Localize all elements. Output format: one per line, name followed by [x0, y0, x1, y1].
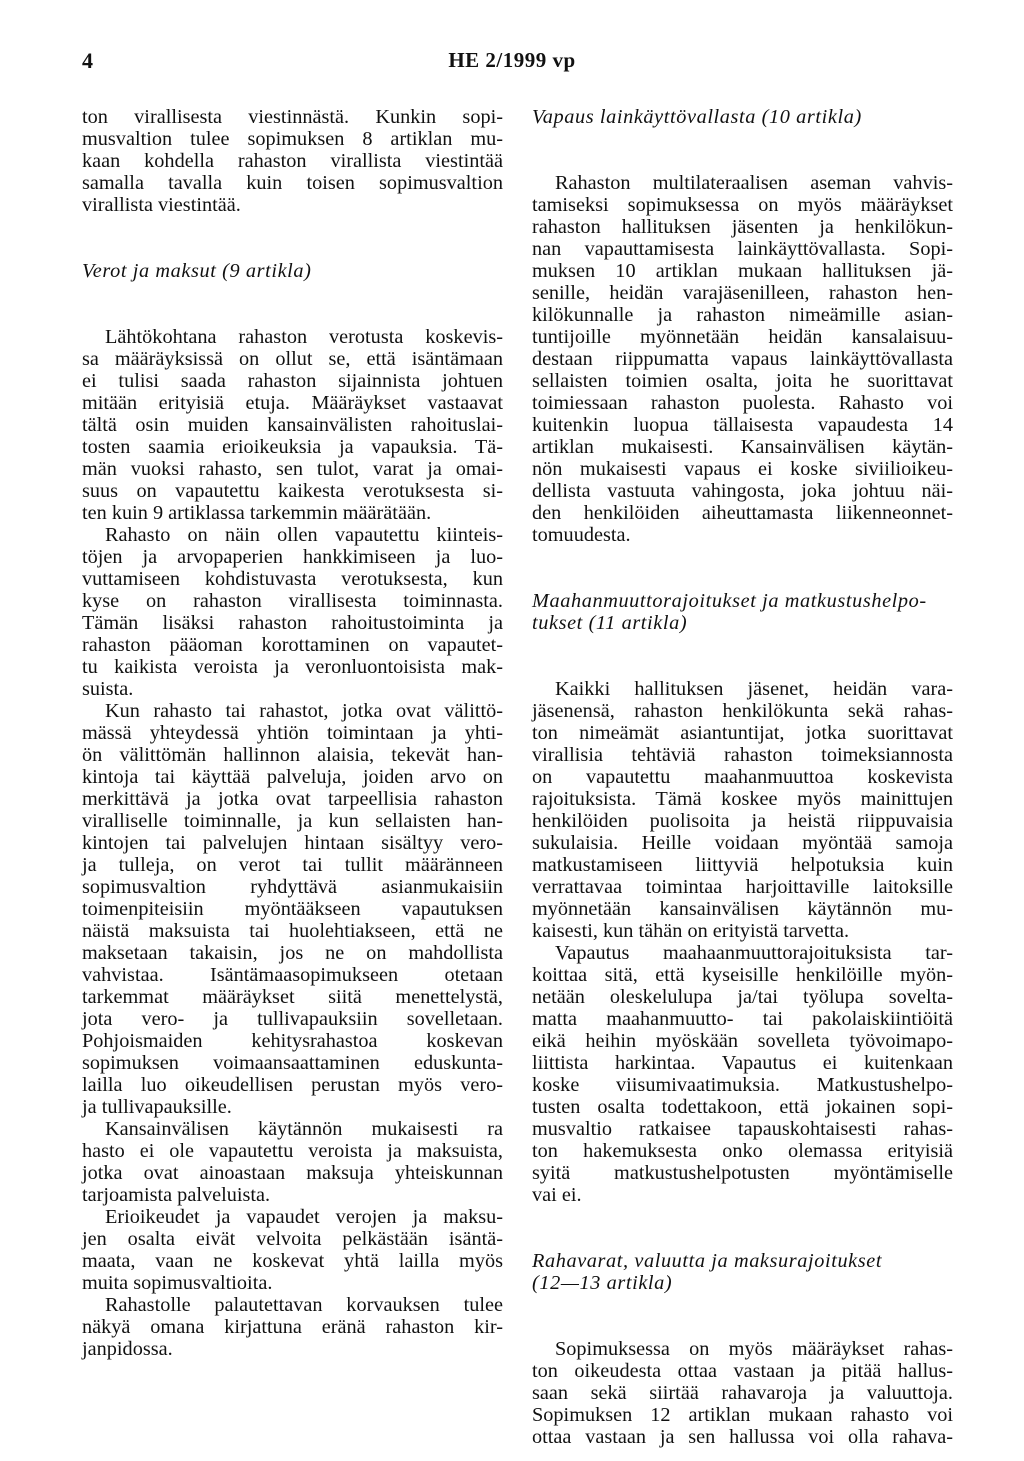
- text-line: tamiseksi sopimuksessa on myös määräykset: [532, 194, 953, 216]
- text-line: samalla tavalla kuin toisen sopimusvaltion: [82, 172, 503, 194]
- text-line: henkilöiden puolisoita ja heistä riippuvaisia: [532, 810, 953, 832]
- text-line: kintojen tai palvelujen hintaan sisältyy vero-: [82, 832, 503, 854]
- text-line: Sopimuksessa on myös määräykset rahas-: [555, 1338, 953, 1360]
- text-line: nan vapauttamisesta lainkäyttövallasta. Sopi-: [532, 238, 953, 260]
- text-line: ja tullivapauksille.: [82, 1096, 232, 1118]
- text-line: lailla luo oikeudellisen perustan myös vero-: [82, 1074, 503, 1096]
- text-line: Rahastolle palautettavan korvauksen tulee: [105, 1294, 503, 1316]
- text-line: verrattavaa toimintaa harjoittaville laitoksille: [532, 876, 953, 898]
- spacer: [532, 128, 953, 172]
- paragraph: [532, 1338, 953, 1448]
- text-line: vahvistaa. Isäntämaasopimukseen otetaan: [82, 964, 503, 986]
- paragraph: [82, 1206, 503, 1294]
- spacer: [82, 216, 503, 260]
- left-column: [82, 106, 503, 1360]
- text-line: Vapaus lainkäyttövallasta (10 artikla): [532, 106, 862, 128]
- text-line: jota vero- ja tullivapauksiin sovelletaan.: [82, 1008, 503, 1030]
- text-line: senille, heidän varajäsenilleen, rahaston hen-: [532, 282, 953, 304]
- text-line: destaan riippumatta vapaus lainkäyttövallasta: [532, 348, 953, 370]
- text-line: suus on vapautettu kaikesta verotuksesta si-: [82, 480, 503, 502]
- paragraph: [82, 1294, 503, 1360]
- text-line: kaan kohdella rahaston virallista viestintää: [82, 150, 503, 172]
- text-line: ton oikeudesta ottaa vastaan ja pitää hallus-: [532, 1360, 953, 1382]
- text-line: vuttamiseen kohdistuvasta verotuksesta, kun: [82, 568, 503, 590]
- text-line: jäsenensä, rahaston henkilökunta sekä rahas-: [532, 700, 953, 722]
- text-line: koske viisumivaatimuksia. Matkustushelpo-: [532, 1074, 953, 1096]
- text-line: kuitenkin luopua tällaisesta vapaudesta 14: [532, 414, 953, 436]
- text-line: Verot ja maksut (9 artikla): [82, 260, 312, 282]
- paragraph: [532, 678, 953, 942]
- text-line: den henkilöiden aiheuttamasta liikenneonnet-: [532, 502, 953, 524]
- text-line: töjen ja arvopaperien hankkimiseen ja luo-: [82, 546, 503, 568]
- text-line: saan sekä siirtää rahavaroja ja valuuttoja.: [532, 1382, 953, 1404]
- text-line: mitään erityisiä etuja. Määräykset vastaavat: [82, 392, 503, 414]
- spacer: [532, 634, 953, 678]
- text-line: ton virallisesta viestinnästä. Kunkin sopi-: [82, 106, 503, 128]
- section-heading-vapaus: [532, 106, 953, 128]
- paragraph: [82, 106, 503, 216]
- paragraph: [82, 524, 503, 700]
- text-line: Kansainvälisen käytännön mukaisesti ra: [105, 1118, 503, 1140]
- text-line: tusten osalta todettakoon, että jokainen sopi-: [532, 1096, 953, 1118]
- text-line: sellaisten toimien osalta, joita he suorittavat: [532, 370, 953, 392]
- text-line: tu kaikista veroista ja veronluontoisista mak-: [82, 656, 503, 678]
- text-line: Tämän lisäksi rahaston rahoitustoiminta ja: [82, 612, 503, 634]
- text-line: suista.: [82, 678, 134, 700]
- text-line: kilökunnalle ja rahaston nimeämille asian-: [532, 304, 953, 326]
- paragraph: [82, 700, 503, 1118]
- text-line: virallista viestintää.: [82, 194, 241, 216]
- spacer: [532, 546, 953, 590]
- text-line: maata, vaan ne koskevat yhtä lailla myös: [82, 1250, 503, 1272]
- section-heading-maahanmuutto: [532, 590, 953, 634]
- text-line: Pohjoismaiden kehitysrahastoa koskevan: [82, 1030, 503, 1052]
- text-line: koittaa sitä, että kyseisille henkilöille myön-: [532, 964, 953, 986]
- section-heading-rahavarat: [532, 1250, 953, 1294]
- text-line: kintoja tai käyttää palveluja, joiden arvo on: [82, 766, 503, 788]
- text-line: toimenpiteisiin myöntääkseen vapautuksen: [82, 898, 503, 920]
- text-line: viralliselle toiminnalle, ja kun sellaisten han-: [82, 810, 503, 832]
- text-line: näistä maksuista tai huolehtiakseen, että ne: [82, 920, 503, 942]
- text-line: ottaa vastaan ja sen hallussa voi olla rahava-: [532, 1426, 953, 1448]
- text-line: merkittävä ja jotka ovat tarpeellisia rahaston: [82, 788, 503, 810]
- text-line: artiklan mukaisesti. Kansainvälisen käytän-: [532, 436, 953, 458]
- text-line: liittista harkintaa. Vapautus ei kuitenkaan: [532, 1052, 953, 1074]
- section-heading-verot: [82, 260, 503, 282]
- text-line: Rahaston multilateraalisen aseman vahvis-: [555, 172, 953, 194]
- text-line: rahaston pääoman korottaminen on vapautet-: [82, 634, 503, 656]
- text-line: sukulaisia. Heille voidaan myöntää samoja: [532, 832, 953, 854]
- text-line: Maahanmuuttorajoitukset ja matkustushelpo-: [532, 590, 927, 612]
- text-line: män vuoksi rahasto, sen tulot, varat ja omai-: [82, 458, 503, 480]
- text-line: kaisesti, kun tähän on erityistä tarvetta.: [532, 920, 850, 942]
- spacer: [532, 1294, 953, 1338]
- text-line: janpidossa.: [82, 1338, 173, 1360]
- text-line: Lähtökohtana rahaston verotusta koskevis-: [105, 326, 503, 348]
- text-line: sopimusvaltion ryhdyttävä asianmukaisiin: [82, 876, 503, 898]
- text-line: maksetaan takaisin, jos ne on mahdollista: [82, 942, 503, 964]
- spacer: [82, 282, 503, 326]
- text-line: sa määräyksissä on ollut se, että isäntämaan: [82, 348, 503, 370]
- text-line: Sopimuksen 12 artiklan mukaan rahasto voi: [532, 1404, 953, 1426]
- text-line: sopimuksen voimaansaattaminen eduskunta-: [82, 1052, 503, 1074]
- text-line: Kun rahasto tai rahastot, jotka ovat välittö-: [105, 700, 503, 722]
- text-line: matta maahanmuutto- tai pakolaiskiintiöitä: [532, 1008, 953, 1030]
- text-line: ja tulleja, on verot tai tullit määränneen: [82, 854, 503, 876]
- text-line: ten kuin 9 artiklassa tarkemmin määrätään.: [82, 502, 432, 524]
- text-line: kyse on rahaston virallisesta toiminnasta.: [82, 590, 503, 612]
- text-line: Rahavarat, valuutta ja maksurajoitukset: [532, 1250, 883, 1272]
- text-line: tomuudesta.: [532, 524, 631, 546]
- text-line: tuntijoille myönnetään heidän kansalaisuu-: [532, 326, 953, 348]
- text-line: matkustamiseen liittyviä helpotuksia kuin: [532, 854, 953, 876]
- text-line: jen osalta eivät velvoita pelkästään isäntä-: [82, 1228, 503, 1250]
- text-line: myönnetään kansainvälisen käytännön mu-: [532, 898, 953, 920]
- spacer: [532, 1206, 953, 1250]
- running-header: HE 2/1999 vp: [448, 48, 576, 72]
- right-column: [532, 106, 953, 1448]
- text-line: tukset (11 artikla): [532, 612, 688, 634]
- text-line: Rahasto on näin ollen vapautettu kiinteis-: [105, 524, 503, 546]
- text-line: Vapautus maahaanmuuttorajoituksista tar-: [555, 942, 953, 964]
- paragraph: [82, 1118, 503, 1206]
- text-line: mässä yhteydessä yhtiön toimintaan ja yhti-: [82, 722, 503, 744]
- text-line: tältä osin muiden kansainvälisten rahoituslai-: [82, 414, 503, 436]
- paragraph: [532, 172, 953, 546]
- text-line: virallisia tehtäviä rahaston toimeksiannosta: [532, 744, 953, 766]
- text-line: musvaltion tulee sopimuksen 8 artiklan mu-: [82, 128, 503, 150]
- text-line: tarkemmat määräykset siitä menettelystä,: [82, 986, 503, 1008]
- text-line: on vapautettu maahanmuuttoa koskevista: [532, 766, 953, 788]
- text-line: Erioikeudet ja vapaudet verojen ja maksu-: [105, 1206, 503, 1228]
- text-line: rajoituksista. Tämä koskee myös mainittujen: [532, 788, 953, 810]
- text-line: Kaikki hallituksen jäsenet, heidän vara-: [555, 678, 953, 700]
- text-line: toimiessaan rahaston puolesta. Rahasto voi: [532, 392, 953, 414]
- text-line: ei tulisi saada rahaston sijainnista johtuen: [82, 370, 503, 392]
- text-line: syitä matkustushelpotusten myöntämiselle: [532, 1162, 953, 1184]
- text-line: netään oleskelulupa ja/tai työlupa soveltа-: [532, 986, 953, 1008]
- text-line: vai ei.: [532, 1184, 582, 1206]
- text-line: näkyä omana kirjattuna eränä rahaston kir-: [82, 1316, 503, 1338]
- page-number: 4: [82, 48, 94, 73]
- text-line: muita sopimusvaltioita.: [82, 1272, 273, 1294]
- text-line: (12—13 artikla): [532, 1272, 673, 1294]
- text-line: rahaston hallituksen jäsenten ja henkilökun-: [532, 216, 953, 238]
- text-line: nön mukaisesti vapaus ei koske siviilioikeu-: [532, 458, 953, 480]
- text-line: jotka ovat ainoastaan maksuja yhteiskunnan: [82, 1162, 503, 1184]
- text-line: ton hakemuksesta onko olemassa erityisiä: [532, 1140, 953, 1162]
- text-line: tosten saamia erioikeuksia ja vapauksia. Tä-: [82, 436, 503, 458]
- text-line: ton nimeämät asiantuntijat, jotka suorittavat: [532, 722, 953, 744]
- text-line: tarjoamista palveluista.: [82, 1184, 271, 1206]
- text-line: eikä heihin myöskään sovelleta työvoimapo-: [532, 1030, 953, 1052]
- text-line: dellista vastuuta vahingosta, joka johtuu näi-: [532, 480, 953, 502]
- text-line: muksen 10 artiklan mukaan hallituksen jä-: [532, 260, 953, 282]
- paragraph: [532, 942, 953, 1206]
- text-line: musvaltio ratkaisee tapauskohtaisesti rahas-: [532, 1118, 953, 1140]
- text-line: ön välittömän hallinnon alaisia, tekevät han-: [82, 744, 503, 766]
- paragraph: [82, 326, 503, 524]
- text-line: hasto ei ole vapautettu veroista ja maksuista,: [82, 1140, 503, 1162]
